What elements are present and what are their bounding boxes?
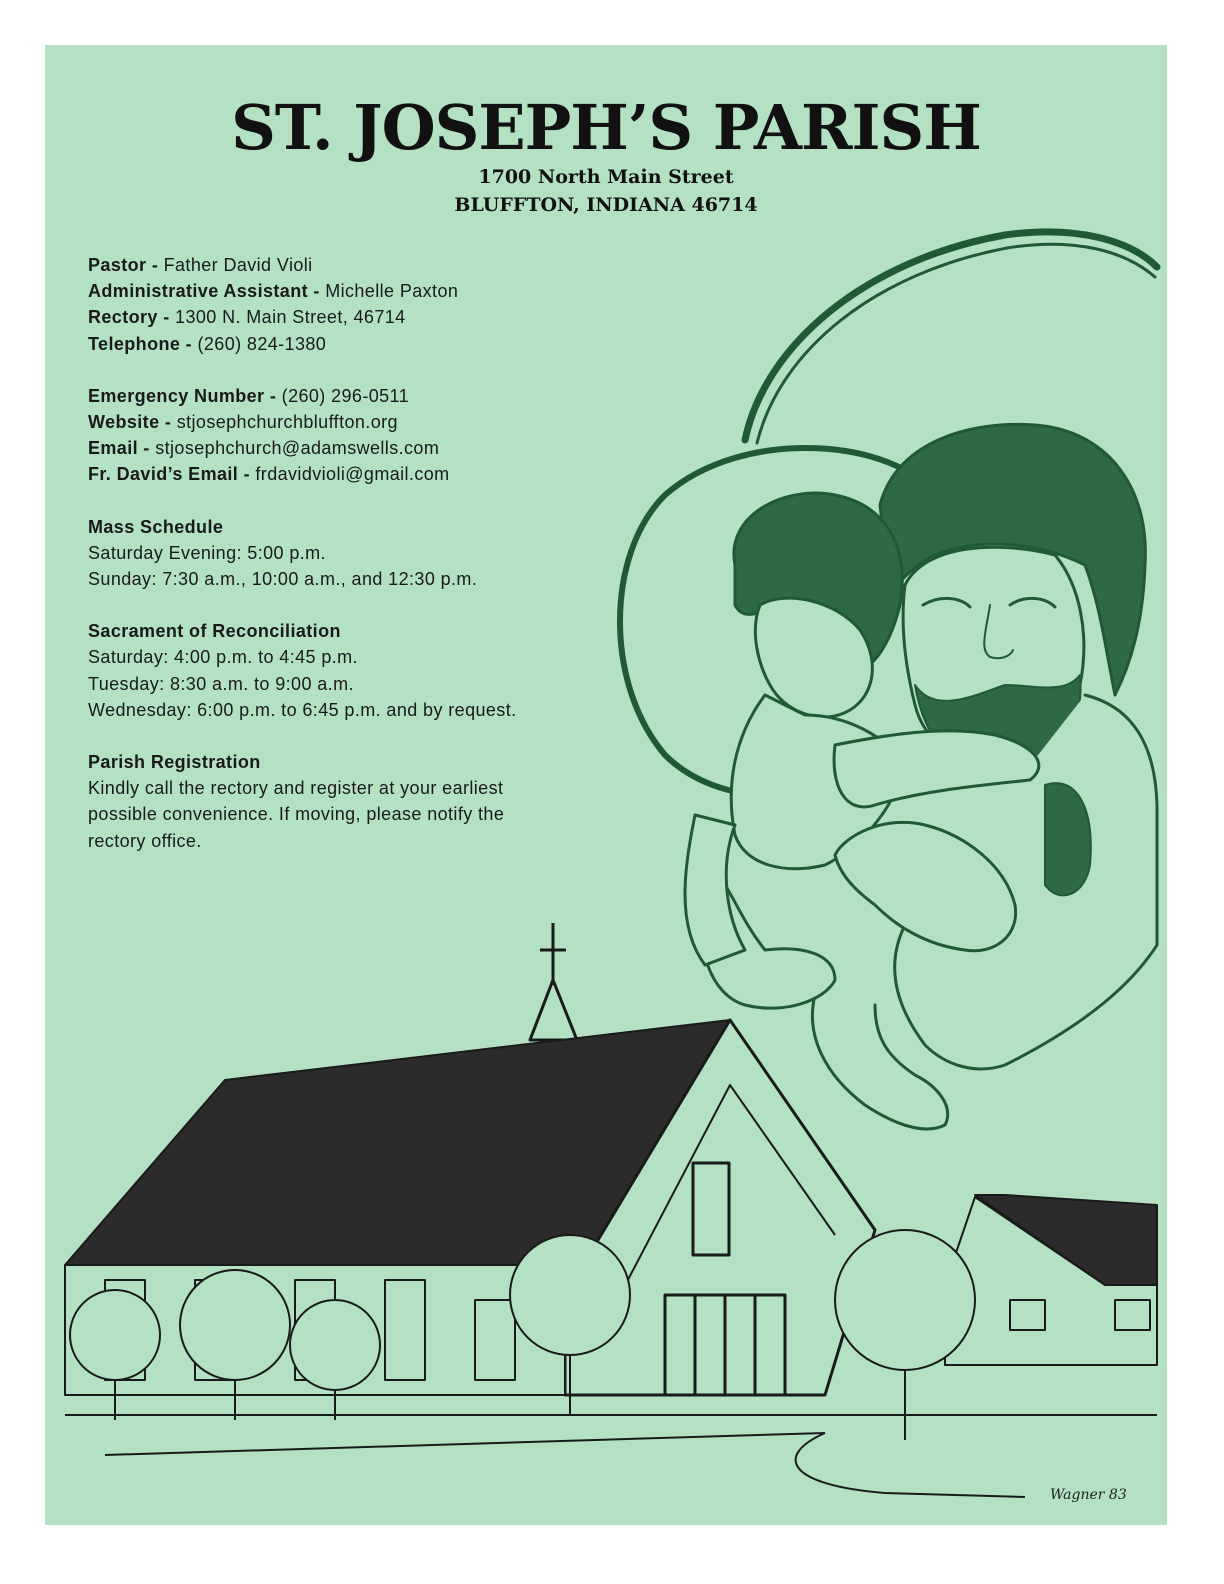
pastor-value: Father David Violi — [163, 255, 313, 275]
emergency-label: Emergency Number — [88, 385, 265, 406]
pastor-label: Pastor — [88, 255, 147, 275]
telephone-label: Telephone — [88, 333, 181, 354]
email-label: Email — [88, 438, 139, 459]
contact-telephone: Telephone - (260) 824-1380 — [88, 333, 327, 354]
page-title: ST. JOSEPH’S PARISH — [231, 91, 981, 164]
mass-line: Sunday: 7:30 a.m., 10:00 a.m., and 12:30 p.m. — [88, 569, 478, 590]
website-label: Website — [88, 412, 160, 433]
tree-canopy — [510, 1235, 630, 1355]
fr-david-email-link[interactable]: frdavidvioli@gmail.com — [255, 464, 450, 485]
tree-canopy — [180, 1270, 290, 1380]
mass-line: Saturday Evening: 5:00 p.m. — [88, 542, 326, 563]
city-state-zip: BLUFFTON, INDIANA 46714 — [454, 194, 758, 216]
registration-line: possible convenience. If moving, please notify the — [88, 804, 505, 825]
admin-assistant-label: Administrative Assistant — [88, 281, 308, 302]
contact-admin-assistant: Administrative Assistant - Michelle Paxton — [88, 281, 459, 302]
emergency-value: (260) 296-0511 — [281, 385, 410, 406]
emergency-number: Emergency Number - (260) 296-0511 — [88, 385, 410, 406]
contact-pastor: Pastor - Father David Violi — [88, 255, 313, 275]
email-link[interactable]: stjosephchurch@adamswells.com — [155, 438, 440, 459]
rectory-label: Rectory — [88, 307, 158, 328]
telephone-value: (260) 824-1380 — [197, 333, 327, 354]
registration-line: Kindly call the rectory and register at your earliest — [88, 778, 504, 799]
large-halo-arc-inner — [757, 244, 1155, 443]
parish-flyer — [45, 45, 1167, 1525]
ground — [65, 1415, 1157, 1497]
mass-schedule-heading: Mass Schedule — [88, 516, 224, 537]
driveway-curve — [796, 1433, 1025, 1497]
tree-canopy — [835, 1230, 975, 1370]
rectory-value: 1300 N. Main Street, 46714 — [175, 307, 406, 328]
tree-canopy — [290, 1300, 380, 1390]
registration-line: rectory office. — [88, 830, 202, 851]
admin-assistant-value: Michelle Paxton — [325, 281, 459, 302]
illustration — [45, 45, 1167, 1525]
reconciliation-line: Saturday: 4:00 p.m. to 4:45 p.m. — [88, 647, 358, 668]
reconciliation-line: Wednesday: 6:00 p.m. to 6:45 p.m. and by request. — [88, 699, 517, 720]
tree-canopy — [70, 1290, 160, 1380]
contact-rectory: Rectory - 1300 N. Main Street, 46714 — [88, 307, 406, 328]
saint-joseph-illustration — [620, 232, 1157, 1129]
registration-heading: Parish Registration — [88, 752, 261, 773]
reconciliation-line: Tuesday: 8:30 a.m. to 9:00 a.m. — [88, 673, 354, 694]
reconciliation-heading: Sacrament of Reconciliation — [88, 621, 341, 642]
front-window — [693, 1163, 729, 1255]
fr-david-email-label: Fr. David’s Email — [88, 464, 239, 485]
email: Email - stjosephchurch@adamswells.com — [88, 438, 440, 459]
steeple — [530, 980, 577, 1040]
artist-signature: Wagner 83 — [1050, 1487, 1127, 1503]
website-link[interactable]: stjosephchurchbluffton.org — [176, 412, 398, 433]
website: Website - stjosephchurchbluffton.org — [88, 412, 398, 433]
fr-david-email: Fr. David’s Email - frdavidvioli@gmail.com — [88, 464, 450, 485]
street-address: 1700 North Main Street — [478, 166, 734, 188]
